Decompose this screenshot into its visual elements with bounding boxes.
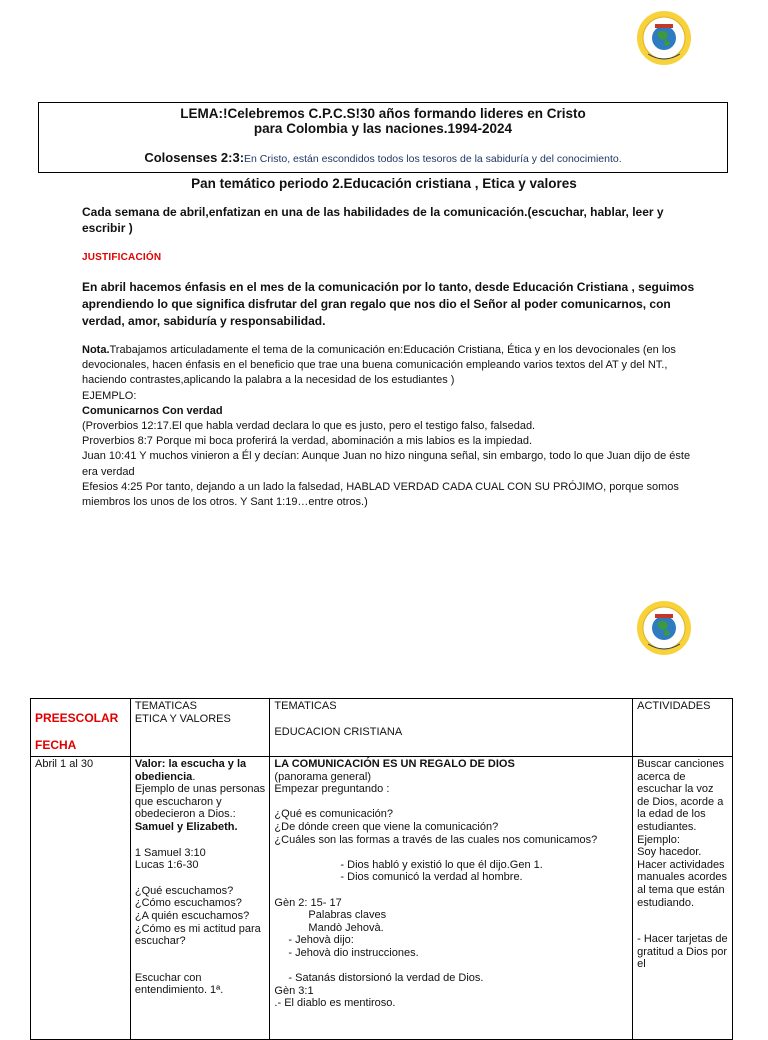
actividad-text: - Hacer tarjetas de gratitud a Dios por el <box>637 933 728 971</box>
question-3: ¿A quién escuchamos? <box>134 909 250 922</box>
fecha-cell <box>31 757 131 1040</box>
cristiana-line: (panorama general) <box>274 770 372 783</box>
cristiana-line: - Dios habló y existió lo que él dijo.Gen 1. <box>340 858 543 871</box>
question-4: ¿Cómo es mi actitud para escuchar? <box>134 922 261 948</box>
ref-1: 1 Samuel 3:10 <box>134 846 206 859</box>
table-header-row <box>31 699 733 757</box>
actividad-text: Buscar canciones acerca de escuchar la voz de Dios, acorde a la edad de los estudiantes. <box>637 758 724 833</box>
actividad-text: Hacer actividades manuales acordes al tema que están estudiando. <box>637 858 728 909</box>
nota-label: Nota. <box>82 344 110 356</box>
cristiana-line: .- El diablo es mentiroso. <box>274 997 396 1010</box>
valor-title: Valor: la escucha y la obediencia <box>134 758 247 783</box>
header-actividades-cell <box>633 699 733 757</box>
verse-item: Juan 10:41 Y muchos vinieron a Él y decían: Aunque Juan no hizo ninguna señal, sin embargo, todo lo que Juan dijo de éste era verdad <box>82 450 691 478</box>
header-etica-b: ETICA Y VALORES <box>134 712 231 725</box>
ref-2: Lucas 1:6-30 <box>134 859 199 872</box>
ejemplo-text: Ejemplo de unas personas que escucharon y obedecieron a Dios.: <box>134 783 266 821</box>
ejemplo-title: Comunicarnos Con verdad <box>82 404 223 417</box>
lema-line-1: LEMA:!Celebremos C.P.C.S!30 años formando lideres en Cristo <box>180 106 586 121</box>
justificacion-heading: JUSTIFICACIÓN <box>82 252 162 263</box>
actividad-text: Soy hacedor. <box>637 846 702 859</box>
intro-paragraph: Cada semana de abril,enfatizan en una de las habilidades de la comunicación.(escuchar, hablar, leer y escribir ) <box>82 205 664 235</box>
cristiana-line: Gèn 2: 15- 17 <box>274 896 342 909</box>
fecha-value: Abril 1 al 30 <box>35 758 94 770</box>
header-cristiana-b: EDUCACION CRISTIANA <box>274 725 403 738</box>
cristiana-line: Empezar preguntando : <box>274 783 390 796</box>
header-fecha: FECHA <box>35 737 77 752</box>
actividad-text: Ejemplo: <box>637 833 680 846</box>
header-actividades: ACTIVIDADES <box>637 700 711 712</box>
escuchar-text: Escuchar con entendimiento. 1ª. <box>134 971 224 997</box>
header-preescolar-cell <box>31 699 131 757</box>
header-preescolar: PREESCOLAR <box>35 711 119 725</box>
plan-title-end: valores <box>529 176 577 191</box>
cristiana-line: - Jehovà dio instrucciones. <box>288 946 419 959</box>
cristiana-cell <box>270 757 633 1040</box>
cristiana-line: - Jehovà dijo: <box>288 934 354 947</box>
valor-end: . <box>192 770 196 783</box>
question-2: ¿Cómo escuchamos? <box>134 897 242 910</box>
verse-line <box>39 150 727 167</box>
cristiana-line: ¿Qué es comunicación? <box>274 808 394 821</box>
personas-text: Samuel y Elizabeth. <box>134 820 238 833</box>
lema-box <box>38 102 728 173</box>
cristiana-line: - Dios comunicó la verdad al hombre. <box>340 871 523 884</box>
school-logo-top <box>636 10 692 66</box>
plan-table <box>30 698 733 1040</box>
school-logo-middle <box>636 600 692 656</box>
cristiana-line: ¿De dónde creen que viene la comunicación? <box>274 820 499 833</box>
table-row <box>31 757 733 1040</box>
verse-item: Proverbios 8:7 Porque mi boca proferirá la verdad, abominación a mis labios es la impiedad. <box>82 435 533 448</box>
header-cristiana-cell <box>270 699 633 757</box>
etica-cell <box>130 757 270 1040</box>
actividades-cell <box>633 757 733 1040</box>
plan-title-main: Pan temático periodo 2.Educación cristiana , Etica y <box>191 176 530 191</box>
header-etica-cell <box>130 699 270 757</box>
verse-item: Efesios 4:25 Por tanto, dejando a un lado la falsedad, HABLAD VERDAD CADA CUAL CON SU PRÓJIMO, porque somos miembros los unos de los otros. Y Sant 1:19…entre otros.) <box>82 480 679 509</box>
verse-item: (Proverbios 12:17.El que habla verdad declara lo que es justo, pero el testigo falso, falsedad. <box>82 420 536 433</box>
lema-line-2: para Colombia y las naciones.1994-2024 <box>253 121 513 136</box>
ejemplo-label: EJEMPLO: <box>82 389 137 402</box>
cristiana-line: Mandò Jehovà. <box>308 921 384 934</box>
nota-text: Trabajamos articuladamente el tema de la comunicación en:Educación Cristiana, Ética y en los devocionales (en los devocionales, hacen énfasis en el beneficio que trae una buena comunicación empleando varios textos del AT y del NT., haciendo contrastes,aplicando la palabra a la necesidad de los estudiantes ) <box>82 344 676 387</box>
verse-text: En Cristo, están escondidos todos los tesoros de la sabiduría y del conocimiento. <box>244 153 622 165</box>
cristiana-line: ¿Cuáles son las formas a través de las cuales nos comunicamos? <box>274 833 598 846</box>
plan-title <box>0 176 768 191</box>
header-cristiana-a: TEMATICAS <box>274 700 337 712</box>
justificacion-body: En abril hacemos énfasis en el mes de la comunicación por lo tanto, desde Educación Cristiana , seguimos aprendiendo lo que significa disfrutar del gran regalo que nos dio el Señor al poder comunicarnos, con verdad, amor, sabiduría y responsabilidad. <box>82 280 695 328</box>
cristiana-line: Gèn 3:1 <box>274 984 314 997</box>
header-etica-a: TEMATICAS <box>134 700 197 712</box>
nota-section <box>82 343 702 510</box>
question-1: ¿Qué escuchamos? <box>134 884 234 897</box>
verse-reference: Colosenses 2:3: <box>144 150 245 165</box>
cristiana-line: - Satanás distorsionó la verdad de Dios. <box>288 972 484 985</box>
cristiana-line: Palabras claves <box>308 909 387 922</box>
cristiana-title: LA COMUNICACIÓN ES UN REGALO DE DIOS <box>274 758 515 770</box>
